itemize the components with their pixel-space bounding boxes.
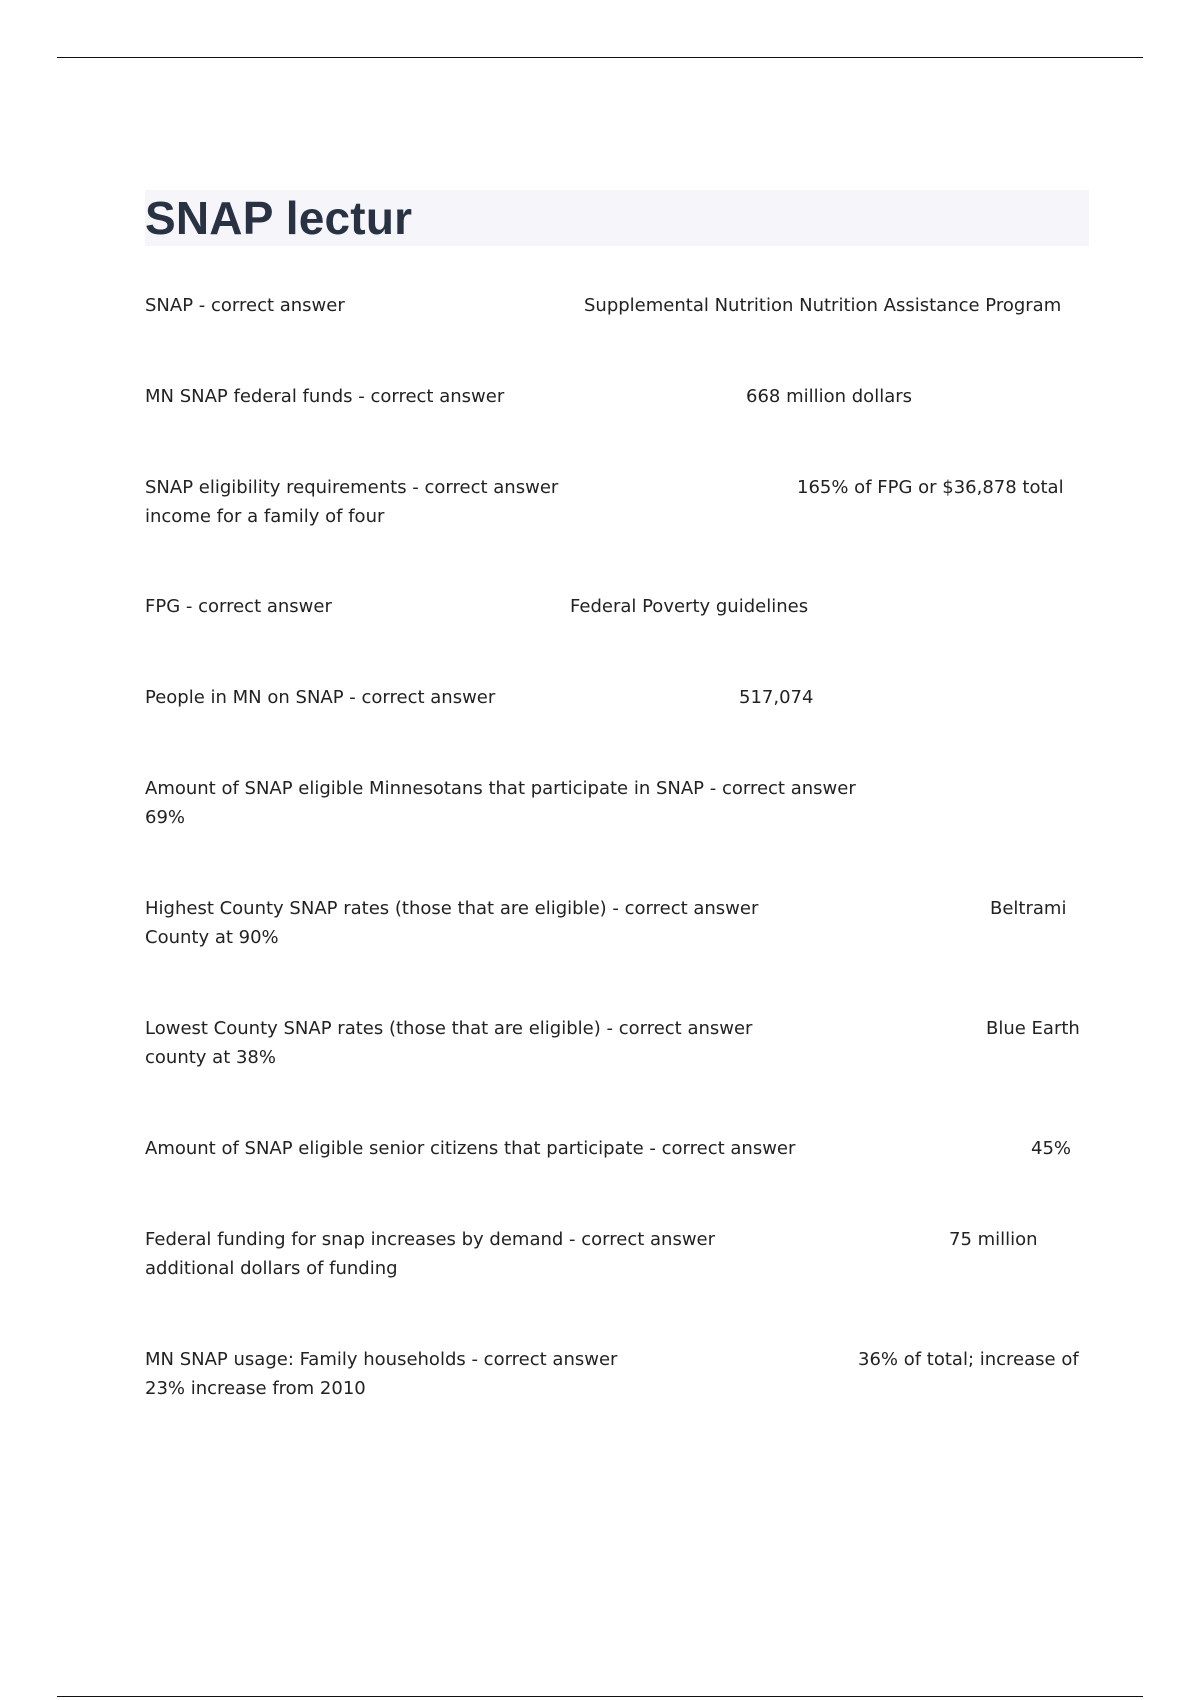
question-text: Amount of SNAP eligible senior citizens that participate - correct answer [145, 1138, 796, 1159]
qa-entry-fpg [145, 592, 809, 621]
answer-text: Federal Poverty guidelines [570, 596, 809, 617]
answer-text: Supplemental Nutrition Nutrition Assistance Program [584, 295, 1062, 316]
qa-entry-eligibility [145, 473, 1064, 531]
top-rule [57, 57, 1143, 58]
qa-entry-family-households [145, 1345, 1079, 1403]
answer-continuation: 69% [145, 807, 186, 828]
qa-entry-senior-participation [145, 1134, 1072, 1163]
qa-entry-federal-funds [145, 382, 913, 411]
qa-entry-participation [145, 774, 856, 832]
qa-entry-highest-county [145, 894, 1067, 952]
question-text: MN SNAP usage: Family households - correct answer [145, 1349, 618, 1370]
qa-entry-lowest-county [145, 1014, 1080, 1072]
answer-text: 45% [1031, 1138, 1072, 1159]
question-text: Federal funding for snap increases by demand - correct answer [145, 1229, 716, 1250]
answer-continuation: 23% increase from 2010 [145, 1378, 366, 1399]
answer-text: Blue Earth [986, 1018, 1080, 1039]
question-text: MN SNAP federal funds - correct answer [145, 386, 505, 407]
question-text: Lowest County SNAP rates (those that are eligible) - correct answer [145, 1018, 753, 1039]
answer-text: 668 million dollars [746, 386, 913, 407]
answer-text: 165% of FPG or $36,878 total [797, 477, 1064, 498]
question-text: People in MN on SNAP - correct answer [145, 687, 496, 708]
question-text: SNAP - correct answer [145, 295, 345, 316]
answer-continuation: county at 38% [145, 1047, 276, 1068]
answer-text: 517,074 [739, 687, 814, 708]
qa-entry-snap [145, 291, 1062, 320]
bottom-rule [57, 1696, 1143, 1697]
question-text: FPG - correct answer [145, 596, 332, 617]
question-text: SNAP eligibility requirements - correct answer [145, 477, 559, 498]
answer-text: 75 million [949, 1229, 1038, 1250]
question-text: Highest County SNAP rates (those that are eligible) - correct answer [145, 898, 759, 919]
answer-text: 36% of total; increase of [858, 1349, 1079, 1370]
qa-entry-federal-funding-increase [145, 1225, 1038, 1283]
qa-entry-people-on-snap [145, 683, 814, 712]
answer-continuation: additional dollars of funding [145, 1258, 398, 1279]
answer-continuation: County at 90% [145, 927, 279, 948]
answer-continuation: income for a family of four [145, 506, 385, 527]
answer-text: Beltrami [990, 898, 1067, 919]
page-title: SNAP lectur [145, 192, 413, 244]
question-text: Amount of SNAP eligible Minnesotans that participate in SNAP - correct answer [145, 778, 856, 799]
